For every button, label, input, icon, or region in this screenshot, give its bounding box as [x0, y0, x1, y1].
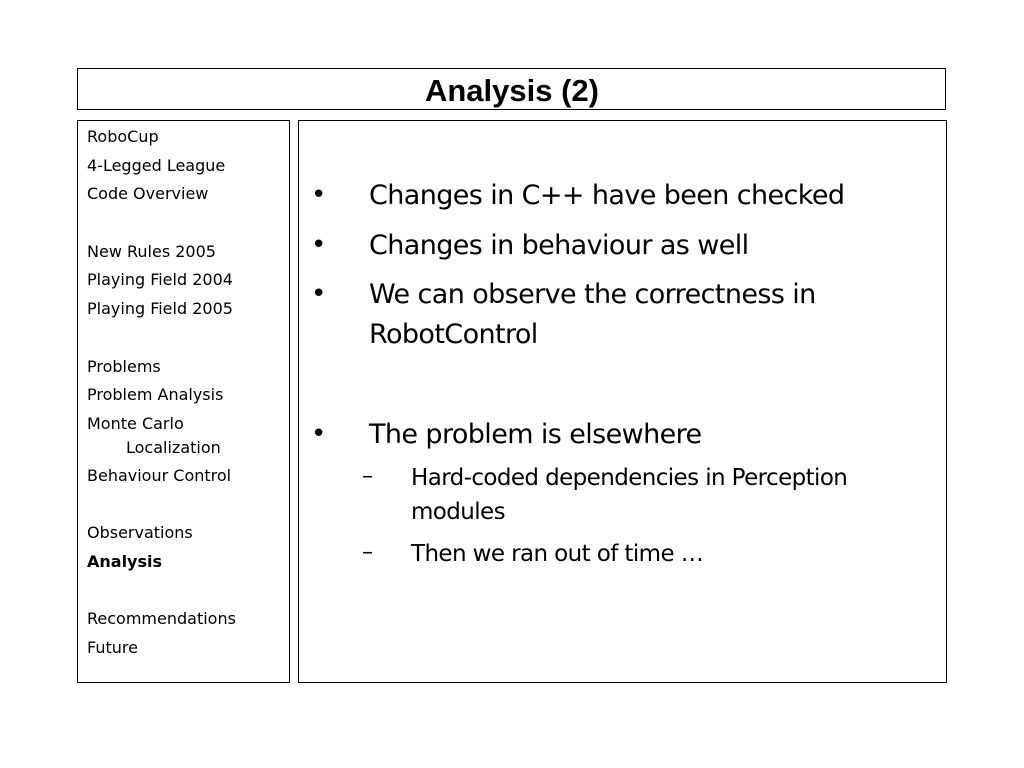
nav-item-robocup[interactable]: RoboCup [87, 127, 159, 146]
nav-item-problem-analysis[interactable]: Problem Analysis [87, 385, 224, 404]
nav-item-future[interactable]: Future [87, 638, 138, 657]
nav-item-observations[interactable]: Observations [87, 523, 193, 542]
sub-bullet-text: Hard-coded dependencies in Perception [411, 465, 848, 491]
nav-item-behaviour-control[interactable]: Behaviour Control [87, 466, 232, 485]
bullet-text-continuation: RobotControl [369, 319, 538, 350]
nav-item-new-rules-2005[interactable]: New Rules 2005 [87, 242, 216, 261]
bullet-text: Changes in behaviour as well [369, 230, 749, 261]
nav-item-analysis-current[interactable]: Analysis [87, 552, 163, 571]
sub-bullet-dash: – [362, 464, 373, 489]
bullet-text: We can observe the correctness in [369, 279, 816, 310]
nav-item-code-overview[interactable]: Code Overview [87, 184, 209, 203]
sub-bullet-text-continuation: modules [411, 499, 505, 525]
bullet-marker: • [311, 419, 327, 449]
nav-item-problems[interactable]: Problems [87, 357, 161, 376]
nav-item-playing-field-2005[interactable]: Playing Field 2005 [87, 299, 233, 318]
bullet-marker: • [311, 230, 327, 260]
bullet-text: Changes in C++ have been checked [369, 180, 845, 211]
bullet-marker: • [311, 279, 327, 309]
nav-item-monte-carlo[interactable]: Monte Carlo [87, 414, 184, 433]
slide-title: Analysis (2) [424, 73, 599, 108]
bullet-marker: • [311, 180, 327, 210]
sub-bullet-dash: – [362, 540, 373, 565]
bullet-text: The problem is elsewhere [369, 419, 702, 450]
sub-bullet-text: Then we ran out of time … [411, 541, 704, 567]
nav-item-playing-field-2004[interactable]: Playing Field 2004 [87, 270, 233, 289]
nav-item-recommendations[interactable]: Recommendations [87, 609, 236, 628]
nav-item-localization[interactable]: Localization [126, 438, 221, 457]
nav-item-4-legged-league[interactable]: 4-Legged League [87, 156, 226, 175]
